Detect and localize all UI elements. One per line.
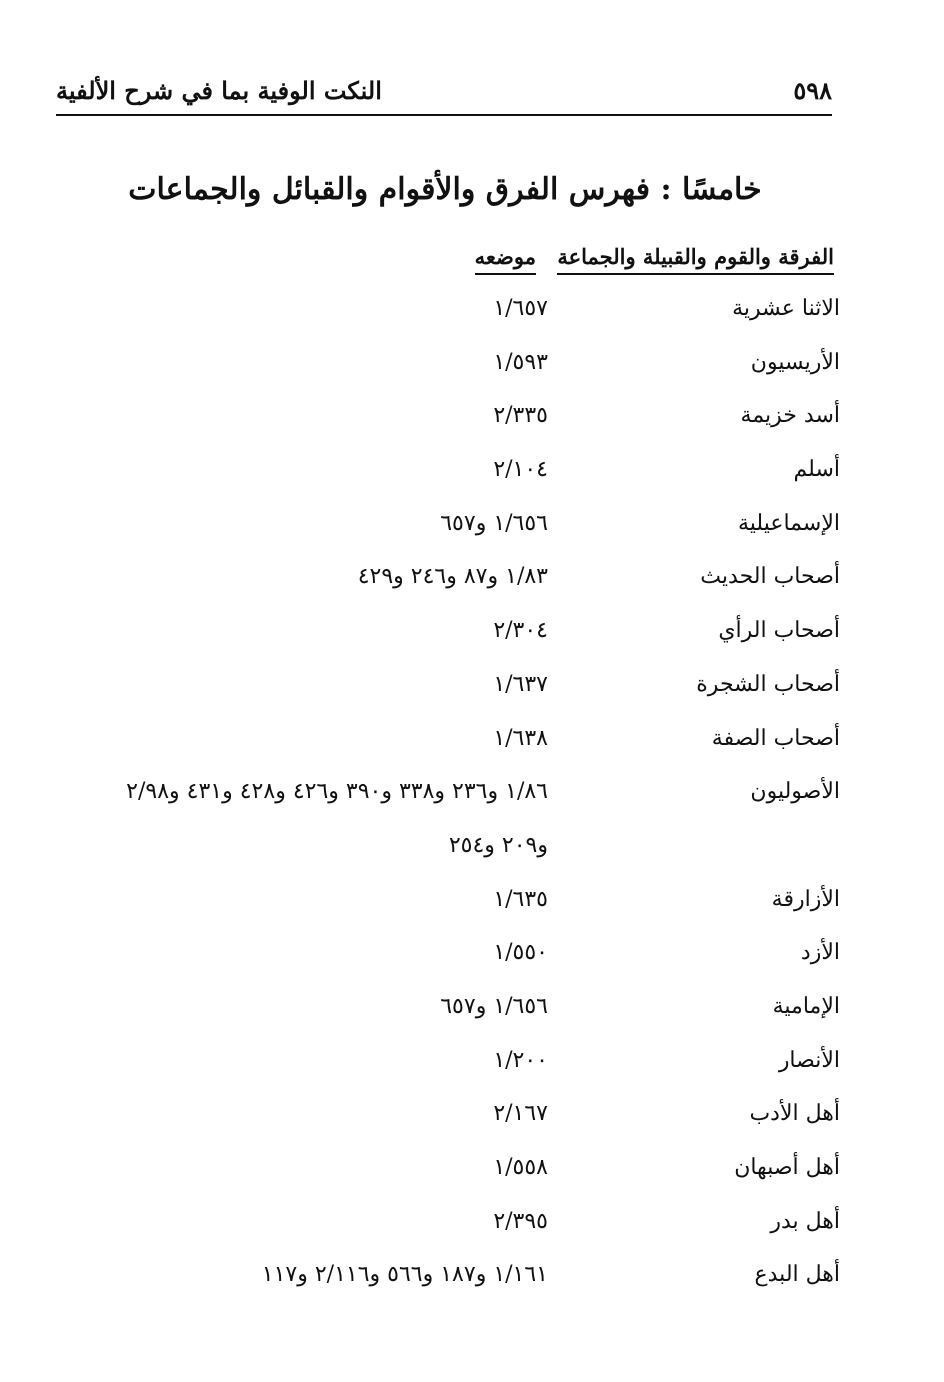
index-entry: [0, 779, 944, 833]
entry-location: ١/٥٥٠: [493, 940, 548, 966]
section-title: خامسًا : فهرس الفرق والأقوام والقبائل والجماعات: [128, 172, 762, 207]
entry-name: أهل الأدب: [749, 1101, 840, 1127]
index-entry: [0, 940, 944, 994]
entry-location: ١/٨٦ و٢٣٦ و٣٣٨ و٣٩٠ و٤٢٦ و٤٢٨ و٤٣١ و٢/٩٨: [126, 779, 548, 805]
entry-location: ١/٨٣ و٨٧ و٢٤٦ و٤٢٩: [357, 564, 548, 590]
entry-location: و٢٠٩ و٢٥٤: [448, 832, 548, 858]
index-entry: [0, 1048, 944, 1102]
entry-name: أصحاب الشجرة: [696, 671, 840, 697]
entry-location: ٢/٣٠٤: [493, 618, 548, 644]
index-entry: [0, 564, 944, 618]
index-entry: [0, 403, 944, 457]
entry-name: الأزد: [800, 940, 840, 966]
entry-location: ١/٦٥٦ و٦٥٧: [440, 993, 548, 1019]
entry-name: أصحاب الصفة: [711, 725, 840, 751]
index-entry: [0, 726, 944, 780]
entry-location: ١/٢٠٠: [493, 1047, 548, 1073]
index-entry: [0, 1101, 944, 1155]
index-entry: [0, 1209, 944, 1263]
column-header-location: موضعه: [475, 244, 536, 275]
index-entry: [0, 457, 944, 511]
entry-location: ١/١٦١ و١٨٧ و٥٦٦ و٢/١١٦ و١١٧: [261, 1262, 548, 1288]
entry-location: ١/٦٣٧: [493, 671, 548, 697]
entry-name: الأنصار: [778, 1047, 840, 1073]
entry-name: أصحاب الرأي: [718, 618, 840, 644]
entry-location: ٢/٣٩٥: [493, 1208, 548, 1234]
entry-location: ١/٦٥٧: [493, 296, 548, 321]
index-entries: [0, 296, 944, 1316]
entry-name: أهل بدر: [770, 1208, 840, 1234]
entry-name: أسلم: [793, 457, 840, 483]
entry-name: الأزارقة: [771, 886, 840, 912]
index-entry: [0, 350, 944, 404]
entry-location: ١/٥٥٨: [493, 1155, 548, 1180]
entry-name: الإسماعيلية: [738, 510, 840, 536]
running-title: النكت الوفية بما في شرح الألفية: [56, 76, 382, 105]
index-entry: [0, 1155, 944, 1209]
index-entry: [0, 511, 944, 565]
index-entry: [0, 672, 944, 726]
index-entry: [0, 296, 944, 350]
entry-name: أهل أصبهان: [734, 1155, 840, 1180]
index-entry: [0, 994, 944, 1048]
entry-location: ٢/١٠٤: [493, 457, 548, 483]
entry-name: الأصوليون: [750, 779, 840, 805]
entry-location: ١/٦٥٦ و٦٥٧: [440, 510, 548, 536]
running-header: [56, 74, 832, 116]
index-entry: [0, 1262, 944, 1316]
entry-name: الإمامية: [772, 993, 840, 1019]
entry-location: ١/٥٩٣: [493, 349, 548, 375]
page-number: ٥٩٨: [793, 76, 832, 105]
entry-location: ٢/٣٣٥: [493, 403, 548, 429]
entry-name: أصحاب الحديث: [700, 564, 840, 590]
entry-name: أهل البدع: [754, 1262, 840, 1288]
column-header-name: الفرقة والقوم والقبيلة والجماعة: [557, 244, 834, 275]
entry-location: ١/٦٣٨: [493, 725, 548, 751]
index-entry: [0, 618, 944, 672]
entry-location: ١/٦٣٥: [493, 886, 548, 912]
entry-name: أسد خزيمة: [740, 403, 840, 429]
entry-name: الاثنا عشرية: [732, 296, 840, 321]
index-entry: [0, 833, 944, 887]
entry-name: الأريسيون: [750, 349, 840, 375]
index-entry: [0, 887, 944, 941]
entry-location: ٢/١٦٧: [493, 1101, 548, 1127]
